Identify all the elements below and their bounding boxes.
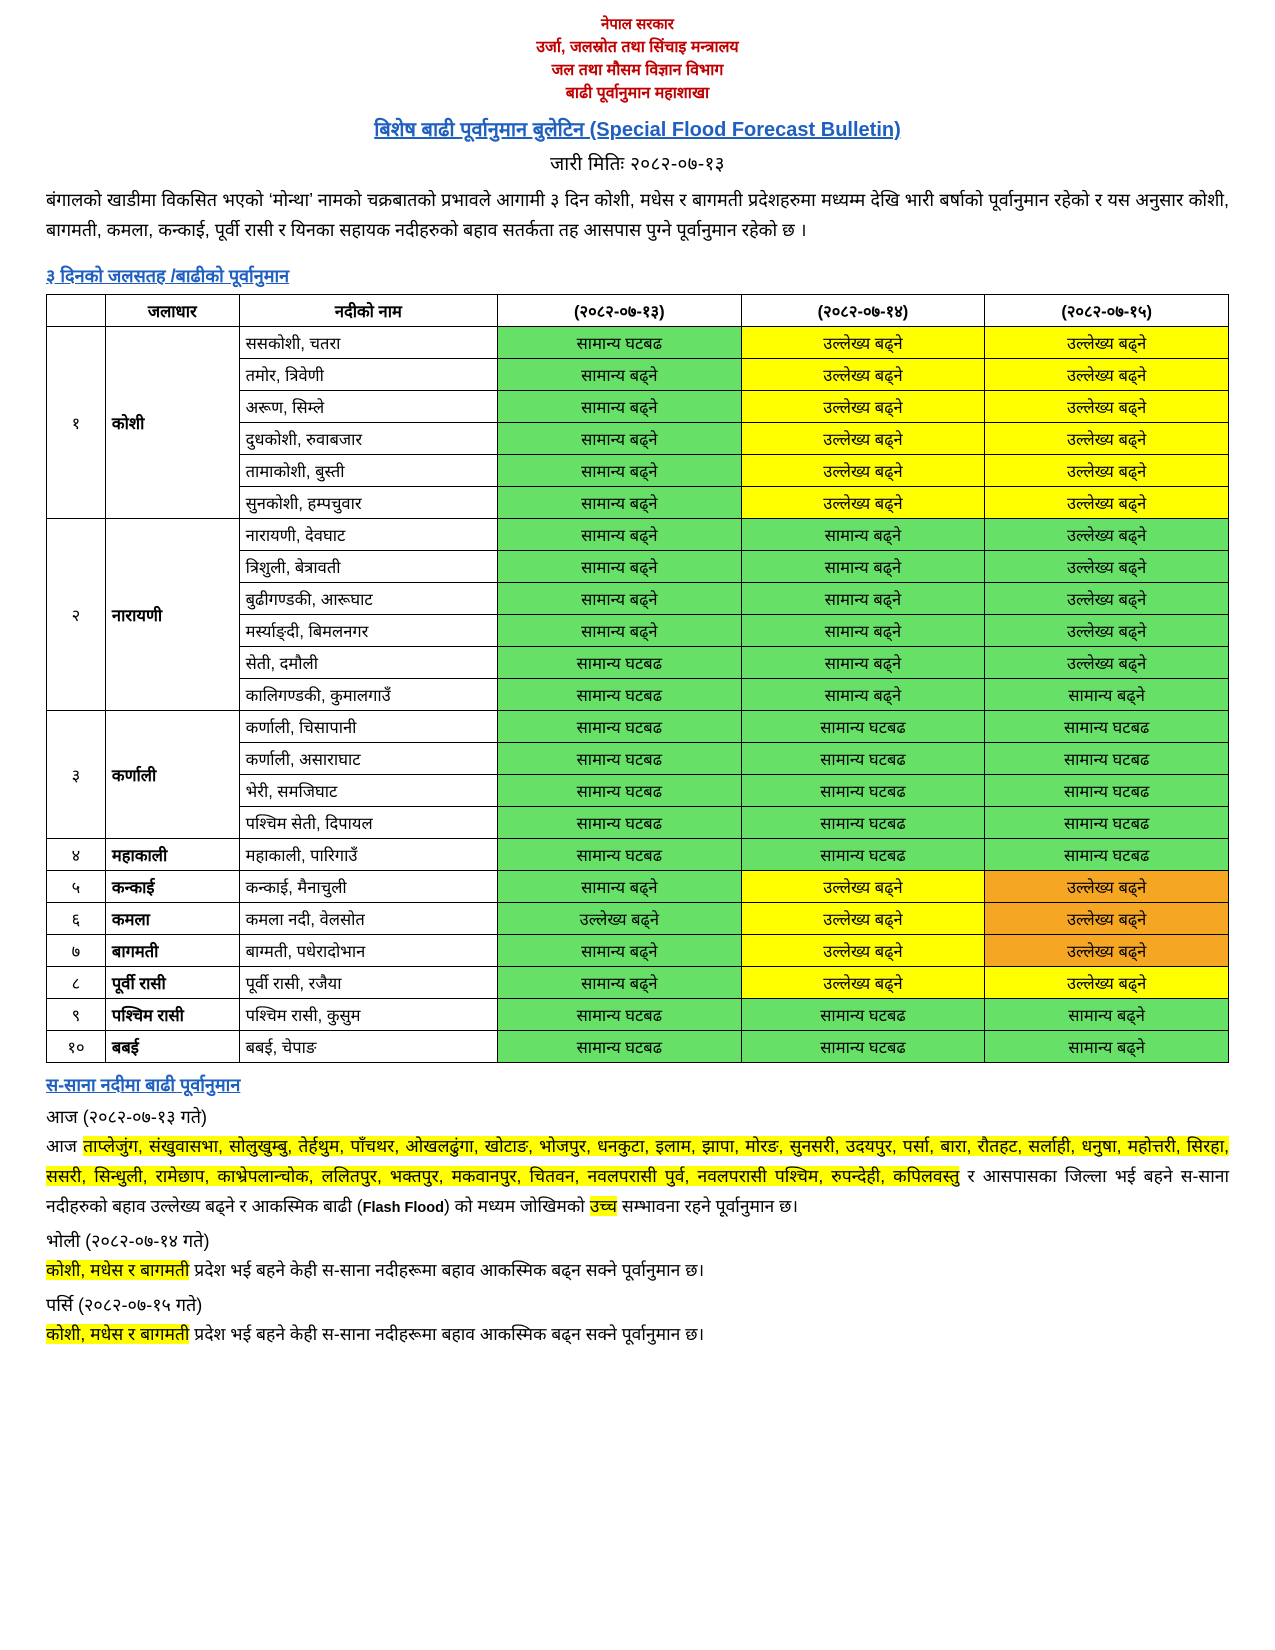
cell-serial: १ — [47, 326, 106, 518]
cell-forecast-day2: उल्लेख्य बढ्ने — [741, 902, 985, 934]
cell-river: भेरी, समजिघाट — [239, 774, 497, 806]
cell-forecast-day2: सामान्य बढ्ने — [741, 518, 985, 550]
cell-forecast-day2: सामान्य घटबढ — [741, 774, 985, 806]
cell-forecast-day3: उल्लेख्य बढ्ने — [985, 422, 1229, 454]
cell-forecast-day3: सामान्य घटबढ — [985, 774, 1229, 806]
header-river: नदीको नाम — [239, 294, 497, 326]
cell-river: कमला नदी, वेलसोत — [239, 902, 497, 934]
cell-forecast-day1: सामान्य बढ्ने — [498, 454, 742, 486]
cell-basin: बागमती — [105, 934, 239, 966]
cell-river: महाकाली, पारिगाउँ — [239, 838, 497, 870]
cell-forecast-day1: सामान्य घटबढ — [498, 1030, 742, 1062]
cell-river: पश्चिम सेती, दिपायल — [239, 806, 497, 838]
today-paragraph — [46, 1131, 1229, 1221]
table-row — [47, 838, 1229, 870]
cell-forecast-day2: उल्लेख्य बढ्ने — [741, 870, 985, 902]
cell-serial: ३ — [47, 710, 106, 838]
cell-river: कर्णाली, चिसापानी — [239, 710, 497, 742]
cell-forecast-day1: सामान्य घटबढ — [498, 326, 742, 358]
cell-basin: कमला — [105, 902, 239, 934]
cell-basin: नारायणी — [105, 518, 239, 710]
cell-forecast-day1: सामान्य घटबढ — [498, 774, 742, 806]
cell-forecast-day1: सामान्य घटबढ — [498, 710, 742, 742]
cell-forecast-day2: उल्लेख्य बढ्ने — [741, 390, 985, 422]
government-header — [46, 14, 1229, 105]
cell-forecast-day1: उल्लेख्य बढ्ने — [498, 902, 742, 934]
cell-forecast-day3: सामान्य बढ्ने — [985, 1030, 1229, 1062]
cell-basin: कोशी — [105, 326, 239, 518]
table-row — [47, 998, 1229, 1030]
cell-forecast-day3: सामान्य घटबढ — [985, 806, 1229, 838]
cell-forecast-day1: सामान्य बढ्ने — [498, 614, 742, 646]
cell-forecast-day3: उल्लेख्य बढ्ने — [985, 326, 1229, 358]
cell-forecast-day1: सामान्य बढ्ने — [498, 550, 742, 582]
cell-river: नारायणी, देवघाट — [239, 518, 497, 550]
cell-forecast-day3: सामान्य घटबढ — [985, 838, 1229, 870]
cell-serial: ७ — [47, 934, 106, 966]
cell-river: दुधकोशी, रुवाबजार — [239, 422, 497, 454]
cell-serial: ६ — [47, 902, 106, 934]
cell-forecast-day3: उल्लेख्य बढ्ने — [985, 390, 1229, 422]
gov-line-ministry: उर्जा, जलस्रोत तथा सिंचाइ मन्त्रालय — [536, 38, 739, 56]
today-district-list: ताप्लेजुंग, संखुवासभा, सोलुखुम्बु, तेर्हथुम, पाँचथर, ओखलढुंगा, खोटाङ, भोजपुर, धनकुटा, इलाम, झापा, मोरङ, सुनसरी, उदयपुर, पर्सा, बारा, रौतहट, सर्लाही, धनुषा, महोत्तरी, सिरहा, ससरी, सिन्धुली, रामेछाप, काभ्रेपलान्चोक, ललितपुर, भक्तपुर, मकवानपुर, चितवन, नवलपरासी पुर्व, नवलपरासी पश्चिम, रुपन्देही, कपिलवस्तु — [46, 1135, 1229, 1186]
cell-forecast-day2: सामान्य घटबढ — [741, 710, 985, 742]
forecast-table — [46, 294, 1229, 1063]
small-rivers-heading: स-साना नदीमा बाढी पूर्वानुमान — [46, 1074, 241, 1095]
cell-forecast-day1: सामान्य घटबढ — [498, 838, 742, 870]
table-row — [47, 870, 1229, 902]
cell-forecast-day2: उल्लेख्य बढ्ने — [741, 422, 985, 454]
cell-forecast-day2: उल्लेख्य बढ्ने — [741, 486, 985, 518]
table-row — [47, 966, 1229, 998]
cell-forecast-day3: सामान्य बढ्ने — [985, 998, 1229, 1030]
intro-paragraph: बंगालको खाडीमा विकसित भएको ‘मोन्था’ नामको चक्रबातको प्रभावले आगामी ३ दिन कोशी, मधेस र बागमती प्रदेशहरुमा मध्यम्म देखि भारी बर्षाको पूर्वानुमान रहेको र यस अनुसार कोशी, बागमती, कमला, कन्काई, पूर्वी रासी र यिनका सहायक नदीहरुको बहाव सतर्कता तह आसपास पुग्ने पूर्वानुमान रहेको छ । — [46, 190, 1229, 240]
table-header-row — [47, 294, 1229, 326]
cell-forecast-day2: उल्लेख्य बढ्ने — [741, 966, 985, 998]
cell-forecast-day3: उल्लेख्य बढ्ने — [985, 614, 1229, 646]
cell-serial: ९ — [47, 998, 106, 1030]
cell-forecast-day3: उल्लेख्य बढ्ने — [985, 486, 1229, 518]
cell-forecast-day3: सामान्य घटबढ — [985, 710, 1229, 742]
page-title: बिशेष बाढी पूर्वानुमान बुलेटिन (Special Flood Forecast Bulletin) — [374, 119, 901, 142]
cell-forecast-day3: उल्लेख्य बढ्ने — [985, 550, 1229, 582]
cell-forecast-day3: उल्लेख्य बढ्ने — [985, 902, 1229, 934]
cell-serial: २ — [47, 518, 106, 710]
cell-forecast-day1: सामान्य बढ्ने — [498, 966, 742, 998]
cell-river: पूर्वी रासी, रजैया — [239, 966, 497, 998]
tomorrow-text: प्रदेश भई बहने केही स-साना नदीहरूमा बहाव आकस्मिक बढ्न सक्ने पूर्वानुमान छ। — [189, 1259, 705, 1280]
cell-river: ससकोशी, चतरा — [239, 326, 497, 358]
today-text-part1: आज — [46, 1135, 84, 1156]
cell-forecast-day1: सामान्य बढ्ने — [498, 518, 742, 550]
cell-forecast-day3: उल्लेख्य बढ्ने — [985, 582, 1229, 614]
dayafter-paragraph — [46, 1319, 1229, 1349]
header-day3: (२०८२-०७-१५) — [985, 294, 1229, 326]
cell-basin: पूर्वी रासी — [105, 966, 239, 998]
cell-basin: कन्काई — [105, 870, 239, 902]
cell-forecast-day2: सामान्य घटबढ — [741, 1030, 985, 1062]
cell-river: तमोर, त्रिवेणी — [239, 358, 497, 390]
cell-forecast-day3: उल्लेख्य बढ्ने — [985, 358, 1229, 390]
cell-basin: महाकाली — [105, 838, 239, 870]
cell-forecast-day2: उल्लेख्य बढ्ने — [741, 454, 985, 486]
gov-line-department: जल तथा मौसम विज्ञान विभाग — [551, 61, 724, 79]
cell-serial: ५ — [47, 870, 106, 902]
cell-forecast-day3: सामान्य बढ्ने — [985, 678, 1229, 710]
header-basin: जलाधार — [105, 294, 239, 326]
flash-flood-label: Flash Flood — [362, 1199, 444, 1216]
cell-forecast-day3: उल्लेख्य बढ्ने — [985, 966, 1229, 998]
cell-forecast-day1: सामान्य घटबढ — [498, 806, 742, 838]
cell-forecast-day3: उल्लेख्य बढ्ने — [985, 934, 1229, 966]
cell-forecast-day1: सामान्य बढ्ने — [498, 422, 742, 454]
cell-river: सेती, दमौली — [239, 646, 497, 678]
cell-forecast-day2: सामान्य बढ्ने — [741, 614, 985, 646]
cell-forecast-day3: उल्लेख्य बढ्ने — [985, 646, 1229, 678]
cell-river: कर्णाली, असाराघाट — [239, 742, 497, 774]
table-row — [47, 326, 1229, 358]
header-serial — [47, 294, 106, 326]
cell-forecast-day1: सामान्य बढ्ने — [498, 934, 742, 966]
tomorrow-provinces: कोशी, मधेस र बागमती — [46, 1259, 190, 1280]
cell-basin: कर्णाली — [105, 710, 239, 838]
cell-river: अरूण, सिम्ले — [239, 390, 497, 422]
cell-river: बाग्मती, पधेरादोभान — [239, 934, 497, 966]
cell-river: तामाकोशी, बुस्ती — [239, 454, 497, 486]
table-row — [47, 934, 1229, 966]
cell-river: मर्स्याङ्दी, बिमलनगर — [239, 614, 497, 646]
cell-forecast-day2: सामान्य बढ्ने — [741, 678, 985, 710]
table-row — [47, 1030, 1229, 1062]
gov-line-nepal-government: नेपाल सरकार — [601, 16, 674, 33]
tomorrow-subheading: भोली (२०८२-०७-१४ गते) — [46, 1230, 210, 1251]
dayafter-subheading: पर्सि (२०८२-०७-१५ गते) — [46, 1295, 203, 1316]
cell-forecast-day1: सामान्य बढ्ने — [498, 358, 742, 390]
today-text-part3: ) को मध्यम जोखिमको — [443, 1195, 590, 1216]
cell-river: बबई, चेपाङ — [239, 1030, 497, 1062]
today-text-part2: र आसपासका जिल्ला भई बहने स-साना नदीहरुको बहाव उल्लेख्य बढ्ने र आकस्मिक बाढी ( — [46, 1165, 1229, 1216]
gov-line-division: बाढी पूर्वानुमान महाशाखा — [565, 85, 710, 103]
cell-basin: बबई — [105, 1030, 239, 1062]
cell-forecast-day1: सामान्य घटबढ — [498, 678, 742, 710]
cell-forecast-day3: उल्लेख्य बढ्ने — [985, 870, 1229, 902]
dayafter-text: प्रदेश भई बहने केही स-साना नदीहरूमा बहाव आकस्मिक बढ्न सक्ने पूर्वानुमान छ। — [189, 1324, 705, 1345]
header-day1: (२०८२-०७-१३) — [498, 294, 742, 326]
cell-river: कालिगण्डकी, कुमालगाउँ — [239, 678, 497, 710]
tomorrow-paragraph — [46, 1255, 1229, 1285]
cell-forecast-day2: उल्लेख्य बढ्ने — [741, 326, 985, 358]
table-row — [47, 710, 1229, 742]
cell-forecast-day1: सामान्य बढ्ने — [498, 486, 742, 518]
cell-forecast-day2: सामान्य घटबढ — [741, 742, 985, 774]
today-text-part4: सम्भावना रहने पूर्वानुमान छ। — [617, 1195, 799, 1216]
cell-forecast-day2: उल्लेख्य बढ्ने — [741, 934, 985, 966]
table-row — [47, 902, 1229, 934]
cell-river: पश्चिम रासी, कुसुम — [239, 998, 497, 1030]
cell-river: बुढीगण्डकी, आरूघाट — [239, 582, 497, 614]
today-risk-level: उच्च — [589, 1195, 617, 1216]
cell-forecast-day3: उल्लेख्य बढ्ने — [985, 518, 1229, 550]
cell-forecast-day2: सामान्य घटबढ — [741, 806, 985, 838]
cell-forecast-day2: सामान्य बढ्ने — [741, 646, 985, 678]
cell-forecast-day2: सामान्य घटबढ — [741, 838, 985, 870]
cell-serial: १० — [47, 1030, 106, 1062]
issue-date: जारी मितिः २०८२-०७-१३ — [550, 154, 725, 176]
cell-serial: ४ — [47, 838, 106, 870]
cell-basin: पश्चिम रासी — [105, 998, 239, 1030]
cell-serial: ८ — [47, 966, 106, 998]
dayafter-provinces: कोशी, मधेस र बागमती — [46, 1324, 190, 1345]
cell-river: त्रिशुली, बेत्रावती — [239, 550, 497, 582]
cell-forecast-day1: सामान्य बढ्ने — [498, 390, 742, 422]
cell-forecast-day2: सामान्य बढ्ने — [741, 582, 985, 614]
cell-forecast-day3: सामान्य घटबढ — [985, 742, 1229, 774]
today-subheading: आज (२०८२-०७-१३ गते) — [46, 1106, 208, 1127]
cell-forecast-day1: सामान्य घटबढ — [498, 742, 742, 774]
cell-forecast-day2: सामान्य घटबढ — [741, 998, 985, 1030]
cell-forecast-day1: सामान्य बढ्ने — [498, 582, 742, 614]
cell-forecast-day2: सामान्य बढ्ने — [741, 550, 985, 582]
cell-river: कन्काई, मैनाचुली — [239, 870, 497, 902]
cell-forecast-day3: उल्लेख्य बढ्ने — [985, 454, 1229, 486]
cell-forecast-day1: सामान्य बढ्ने — [498, 870, 742, 902]
cell-river: सुनकोशी, हम्पचुवार — [239, 486, 497, 518]
cell-forecast-day2: उल्लेख्य बढ्ने — [741, 358, 985, 390]
cell-forecast-day1: सामान्य घटबढ — [498, 646, 742, 678]
cell-forecast-day1: सामान्य घटबढ — [498, 998, 742, 1030]
header-day2: (२०८२-०७-१४) — [741, 294, 985, 326]
forecast-table-heading: ३ दिनको जलसतह /बाढीको पूर्वानुमान — [46, 265, 290, 286]
table-row — [47, 518, 1229, 550]
